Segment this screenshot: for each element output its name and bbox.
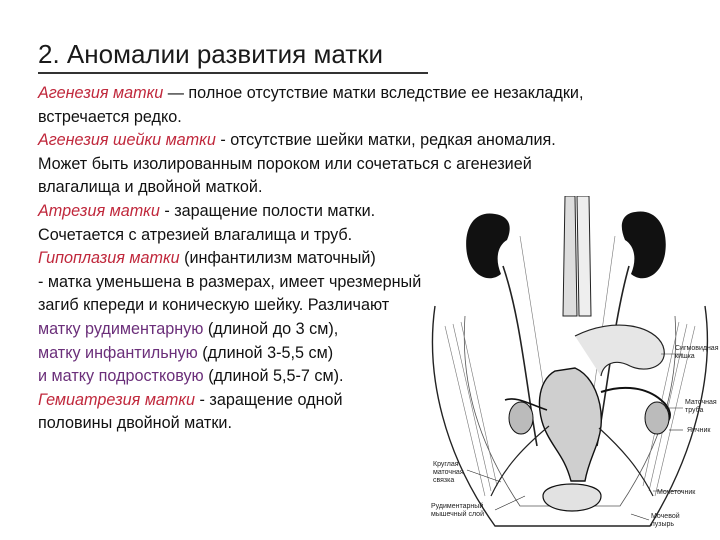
body-text-segment: (инфантилизм маточный)	[179, 249, 376, 268]
body-text-segment: - заращение полости матки.	[159, 201, 376, 220]
term-highlight: Агенезия шейки матки	[38, 131, 216, 150]
term-highlight: Атрезия матки	[38, 201, 160, 220]
bladder	[543, 484, 601, 511]
body-line	[38, 106, 678, 130]
body-text-segment: Может быть изолированным пороком или сочетаться с агенезией	[38, 154, 532, 173]
body-text-segment: Сочетается с атрезией влагалища и труб.	[38, 225, 353, 244]
label-sigmoid-colon: Сигмовидная кишка	[675, 345, 719, 360]
body-text-segment: - заращение одной	[195, 390, 343, 409]
aorta	[563, 196, 577, 316]
body-line	[38, 82, 678, 106]
body-text-segment: - матка уменьшена в размерах, имеет чрезмерный	[38, 272, 422, 291]
subtype-highlight: матку рудиментарную	[38, 319, 204, 338]
left-ovary	[509, 402, 533, 434]
body-text-segment: (длиной 3-5,5 см)	[197, 343, 334, 362]
body-text-segment: - отсутствие шейки матки, редкая аномалия.	[215, 131, 556, 150]
label-fallopian-tube: Маточная труба	[685, 399, 717, 414]
round-ligament-right	[599, 428, 653, 496]
body-text-segment: встречается редко.	[38, 107, 182, 126]
right-ovary	[645, 402, 669, 434]
title-underline	[38, 72, 428, 74]
label-round-ligament: Круглая маточная связка	[433, 461, 464, 484]
label-bladder: Мочевой пузырь	[651, 513, 680, 528]
label-ovary: Яичник	[687, 427, 711, 434]
body-line	[38, 153, 678, 177]
body-text-segment: половины двойной матки.	[38, 414, 232, 433]
slide-title: 2. Аномалии развития матки	[38, 39, 384, 69]
body-text-segment: (длиной 5,5-7 см).	[203, 367, 344, 386]
subtype-highlight: и матку подростковую	[38, 367, 204, 386]
body-text-segment: загиб кпереди и коническую шейку. Различают	[38, 296, 390, 315]
body-line	[38, 129, 678, 153]
label-ureter: Мочеточник	[657, 489, 696, 496]
body-text-segment: — полное отсутствие матки вследствие ее незакладки,	[163, 84, 584, 102]
uterus	[539, 368, 601, 481]
term-highlight: Гипоплазия матки	[38, 249, 180, 268]
term-highlight: Агенезия матки	[38, 84, 164, 102]
label-rudimentary-horn: Рудиментарный мышечный слой	[431, 503, 484, 518]
term-highlight: Гемиатрезия матки	[38, 390, 196, 409]
round-ligament-left	[491, 426, 549, 496]
body-text-segment: влагалища и двойной маткой.	[38, 178, 263, 197]
subtype-highlight: матку инфантильную	[38, 343, 198, 362]
sigmoid-colon	[575, 325, 664, 376]
body-text-segment: (длиной до 3 см),	[203, 319, 339, 338]
uterus-anatomy-illustration	[425, 196, 720, 540]
vena-cava	[577, 196, 591, 316]
